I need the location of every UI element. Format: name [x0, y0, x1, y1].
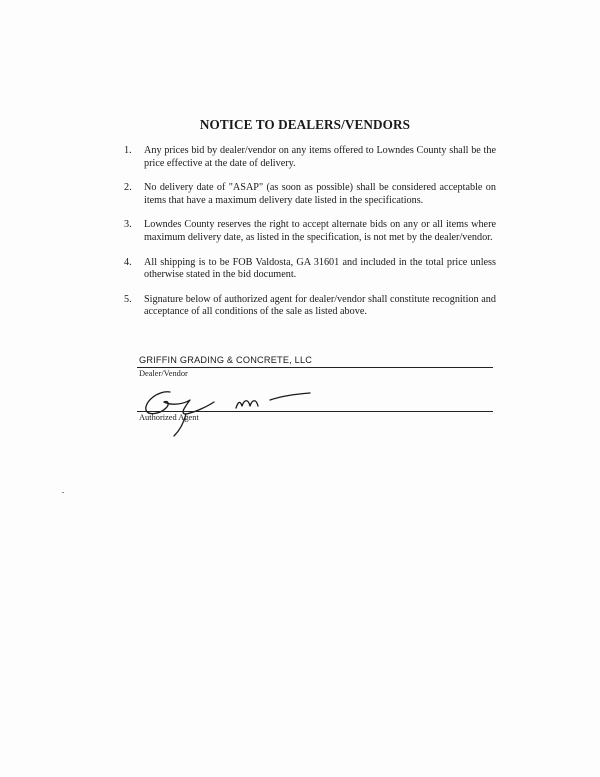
vendor-label: Dealer/Vendor [139, 369, 188, 378]
notice-item-number: 3. [124, 219, 132, 231]
notice-item-text: Lowndes County reserves the right to accept alternate bids on any or all items where maximum delivery date, as listed in the specification, is not met by the dealer/vendor. [144, 219, 496, 243]
notice-item-number: 5. [124, 293, 132, 305]
notice-item-text: Any prices bid by dealer/vendor on any items offered to Lowndes County shall be the price effective at the date of delivery. [144, 145, 496, 169]
notice-item-number: 1. [124, 145, 132, 156]
notice-title: NOTICE TO DEALERS/VENDORS [199, 117, 411, 132]
handwritten-signature [140, 380, 320, 440]
vendor-name: GRIFFIN GRADING & CONCRETE, LLC [139, 355, 313, 365]
agent-label: Authorized Agent [139, 413, 199, 422]
notice-item-text: All shipping is to be FOB Valdosta, GA 31601 and included in the total price unless otherwise stated in the bid document. [144, 256, 496, 281]
notice-item-text: Signature below of authorized agent for dealer/vendor shall constitute recognition and acceptance of all conditions of the sale as listed above. [144, 293, 496, 318]
notice-item [124, 182, 496, 207]
notice-item-text: No delivery date of "ASAP" (as soon as possible) shall be considered acceptable on items that have a maximum delivery date listed in the specifications. [144, 182, 496, 206]
notice-item [124, 294, 496, 319]
vendor-signature-line [137, 367, 493, 368]
notice-item-number: 4. [124, 256, 132, 268]
notice-item [124, 219, 496, 244]
notice-item-number: 2. [124, 182, 132, 194]
notice-item [124, 257, 496, 282]
agent-signature-line [137, 411, 493, 412]
notice-item [124, 145, 496, 170]
notice-list [124, 145, 496, 331]
scan-speck [62, 492, 64, 493]
